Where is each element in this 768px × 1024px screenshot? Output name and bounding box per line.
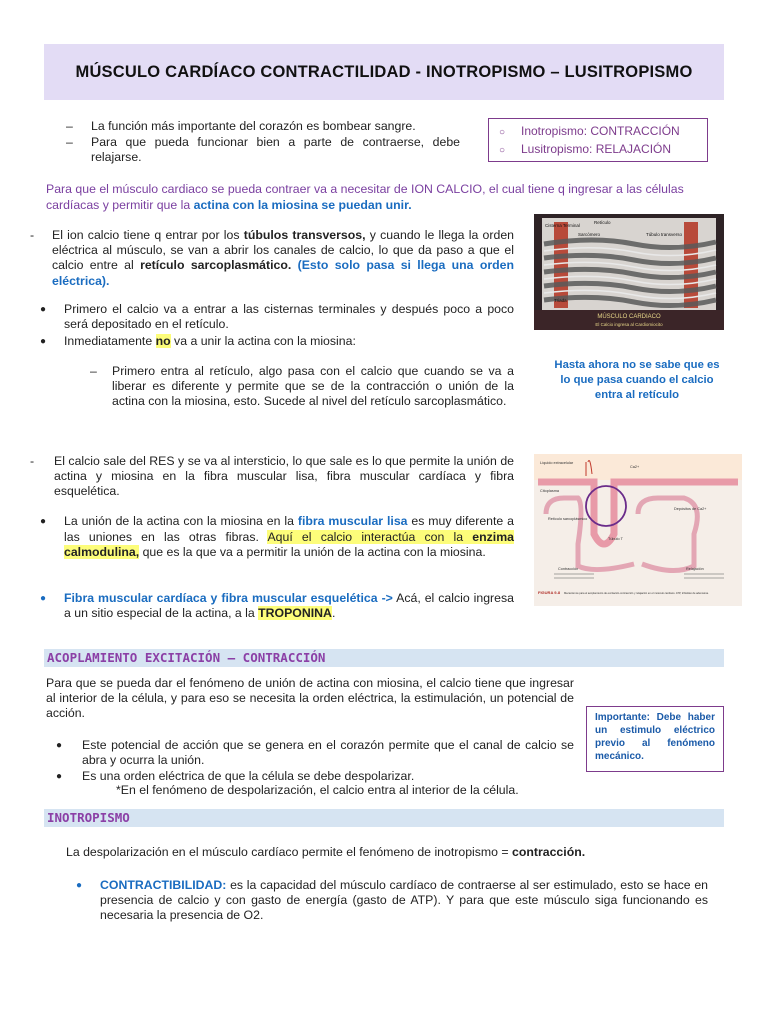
diagram-label: Citoplasma [540,489,559,493]
calcio-intro-paragraph: Para que el músculo cardiaco se pueda contraer va a necesitar de ION CALCIO, el cual tiene q ingresar a las células cardíacas y permitir que la actina con la miosina se puedan unir. [46,182,684,212]
page-title: MÚSCULO CARDÍACO CONTRACTILIDAD - INOTROPISMO – LUSITROPISMO [75,63,693,81]
list-item: ● La unión de la actina con la miosina en la fibra muscular lisa es muy diferente a las uniones en las otras fibras. Aquí el calcio interactúa con la enzima calmodulina, que es la que va a permitir la unión de la actina con la miosina. [40,514,515,559]
diagram-label: Depósitos de Ca2+ [674,507,707,511]
acoplamiento-bullets [56,738,574,785]
intro-list [66,119,460,166]
definition-box [488,118,708,162]
list-item: ○ Inotropismo: CONTRACCIÓN [499,124,680,138]
photo-label: Triada [554,298,567,303]
lisa-bullet [40,514,514,561]
list-item: ○ Lusitropismo: RELAJACIÓN [499,142,672,156]
list-item: – Para que pueda funcionar bien a parte de contraerse, debe relajarse. [66,135,460,165]
acoplamiento-paragraph: Para que se pueda dar el fenómeno de unión de actina con miosina, el calcio tiene que ingresar al interior de la célula, y para eso se necesita la orden eléctrica, la estimulación, un potencial de acción. [46,676,574,721]
photo-label: Sarcómero [578,232,601,237]
photo-caption: MÚSCULO CARDIACO [597,314,661,320]
ion-calcio-paragraph: - El ion calcio tiene q entrar por los túbulos transversos, y cuando le llega la orden eléctrica al músculo, se van a abrir los canales de calcio, lo que da paso a que el calcio entre al retículo sarcoplasmático. (Esto solo pasa si llega una orden eléctrica). [30,228,515,288]
contractibilidad-bullet [76,878,708,924]
diagram-label: Relajación [686,567,704,571]
despolarizacion-paragraph: La despolarización en el músculo cardíaco permite el fenómeno de inotropismo = contracción. [66,845,586,859]
section-heading-inotropismo: INOTROPISMO [44,809,724,827]
list-item: ● Inmediatamente no va a unir la actina con la miosina: [40,334,356,349]
diagram-caption: Mecanismos para el acoplamiento de excitación-contracción y relajación en el músculo cardíaco. ATP, trifosfato de adenosina. [564,592,709,595]
list-item: ● Fibra muscular cardíaca y fibra muscular esquelética -> Acá, el calcio ingresa a un sitio especial de la actina, a la TROPONINA. [40,591,514,621]
photo-label: Cisterna Terminal [545,223,580,228]
photo-subcaption: El Calcio ingresa al Cardiomiocito [595,322,663,327]
calcio-bullets [40,302,514,350]
list-item: – La función más importante del corazón es bombear sangre. [66,119,416,133]
excitation-contraction-diagram [534,454,742,606]
sub-dash-paragraph: – Primero entra al retículo, algo pasa con el calcio que cuando se va a liberar es diferente y permite que se de la contracción o unión de la actina con la miosina, esto. Sucede al nivel del retículo sarcoplasmático. [90,364,514,409]
cardiac-muscle-illustration [534,214,724,330]
diagram-label: Retículo sarcoplásmico [548,517,588,521]
diagram-label: Contracción [558,567,579,571]
diagram-label: Túbulo T [608,537,623,541]
despolarizacion-note: *En el fenómeno de despolarización, el calcio entra al interior de la célula. [116,783,519,797]
diagram-label: Líquido extracelular [540,461,574,465]
diagram-label: Ca2+ [630,465,640,469]
res-paragraph: - El calcio sale del RES y se va al intersticio, lo que sale es lo que permite la unión de actina y miosina en la fibra muscular lisa, fibra muscular cardíaca y fibra esquelética. [30,454,514,499]
section-heading-acoplamiento: ACOPLAMIENTO EXCITACIÓN – CONTRACCIÓN [44,649,724,667]
calcium-mechanism-illustration [534,454,742,606]
reticulo-note: Hasta ahora no se sabe que es lo que pasa cuando el calcio entra al retículo [554,359,720,401]
importante-box: Importante: Debe haber un estimulo eléctrico previo al fenómeno mecánico. [586,706,724,772]
list-item: ● Este potencial de acción que se genera en el corazón permite que el canal de calcio se abra y ocurra la unión. [56,738,574,768]
photo-label: Túbulo transverso [646,232,683,237]
list-item: ● Es una orden eléctrica de que la célula se debe despolarizar. [56,769,415,784]
cardiac-muscle-photo [534,214,724,330]
cardiaca-bullet [40,591,514,621]
list-item: ● Primero el calcio va a entrar a las cisternas terminales y después poco a poco será depositado en el retículo. [40,302,514,332]
photo-label: Retículo [594,220,611,225]
title-banner [44,44,724,100]
diagram-figure-label: FIGURA 9-8 [538,590,561,595]
list-item: ● CONTRACTIBILIDAD: es la capacidad del músculo cardíaco de contraerse al ser estimulado, esto se hace en presencia de calcio y con gasto de energía (gasto de ATP). Y para que este músculo siga funcionando es necesaria la presencia de O2. [76,878,708,923]
